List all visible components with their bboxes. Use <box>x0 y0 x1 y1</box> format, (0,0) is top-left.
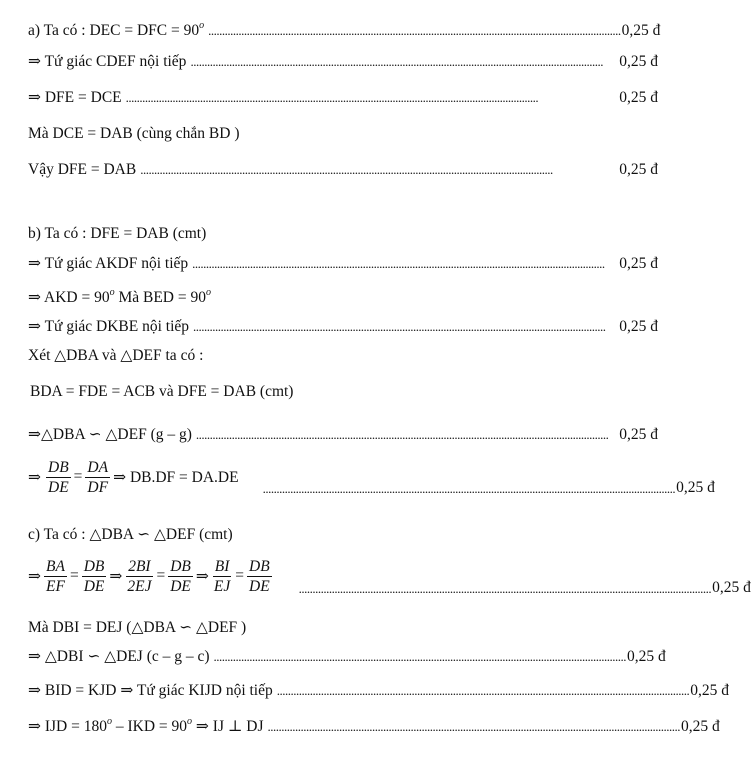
part-b-line-7 <box>28 425 658 444</box>
equals-symbol: = <box>69 567 79 584</box>
part-c-step-6a-text: ⇒ IJD = 180 <box>28 718 107 735</box>
part-b-step-1-text: b) Ta có : DFE = DAB (cmt) <box>28 225 207 242</box>
score-label: 0,25 đ <box>627 648 666 665</box>
equals-symbol: = <box>235 567 244 584</box>
dot-leader: ...................................................................................................................................................... <box>140 162 553 177</box>
dot-leader: ...................................................................................................................................................... <box>190 54 603 69</box>
part-b-line-5 <box>28 346 658 365</box>
score-label: 0,25 đ <box>619 89 658 106</box>
score-label: 0,25 đ <box>712 579 751 596</box>
fraction-bi-ej: $\frac{BI}{EJ}$ <box>213 557 231 595</box>
part-c-step-6b-text: – IKD = 90 <box>112 718 188 735</box>
equals-symbol: = <box>73 468 83 485</box>
dot-leader: ...................................................................................................................................................... <box>195 427 609 442</box>
dot-leader: ...................................................................................................................................................... <box>192 256 605 271</box>
fraction-db-de: $\frac{DB}{DE}$ <box>249 557 270 595</box>
fraction-2bi-2ej: $\frac{2BI}{2EJ}$ <box>127 557 152 595</box>
part-c-line-1 <box>28 525 658 544</box>
score-label: 0,25 đ <box>621 22 661 39</box>
implies-symbol: ⇒ <box>28 468 41 486</box>
dot-leader: ...................................................................................................................................................... <box>213 649 627 664</box>
part-a-step-2-text: ⇒ Tứ giác CDEF nội tiếp <box>28 53 187 70</box>
part-a-line-4 <box>28 125 658 143</box>
part-b-line-2 <box>28 254 658 273</box>
part-b-step-8-tail: ⇒ DB.DF = DA.DE <box>113 468 239 486</box>
degree-sup: o <box>109 287 115 298</box>
part-c-line-5 <box>28 681 729 700</box>
part-a-step-1-text: a) Ta có : DEC = DFC = 90 <box>28 22 200 39</box>
part-a-step-3-text: ⇒ DFE = DCE <box>28 89 122 106</box>
part-c-step-6c-text: ⇒ IJ ⊥ DJ <box>192 718 264 735</box>
part-c-step-4-text: ⇒ △DBI ∽ △DEJ (c – g – c) <box>28 648 210 665</box>
degree-sup: o <box>206 287 211 298</box>
dot-leader: ...................................................................................................................................................... <box>208 23 621 38</box>
implies-symbol: ⇒ <box>109 567 123 585</box>
part-a-conclusion-text: Vậy DFE = DAB <box>28 161 137 178</box>
score-label: 0,25 đ <box>676 479 715 496</box>
part-b-step-3b-text: Mà BED = 90 <box>114 289 206 306</box>
part-a-line-3 <box>28 88 658 107</box>
degree-sup: o <box>187 716 193 727</box>
degree-sup: o <box>107 716 112 727</box>
part-a-line-1 <box>28 20 661 40</box>
part-b-step-6-text: BDA = FDE = ACB và DFE = DAB (cmt) <box>30 383 294 400</box>
part-a-line-5 <box>28 161 658 179</box>
fraction-db-de: $\frac{DB}{DE}$ <box>48 458 69 496</box>
equals-symbol: = <box>156 567 166 584</box>
score-label: 0,25 đ <box>619 318 658 335</box>
part-c-step-3-text: Mà DBI = DEJ (△DBA ∽ △DEF ) <box>28 619 247 636</box>
part-b-step-5-text: Xét △DBA và △DEF ta có : <box>28 347 204 364</box>
implies-symbol: ⇒ <box>28 567 41 585</box>
score-label: 0,25 đ <box>619 255 658 272</box>
part-b-step-7-text: ⇒△DBA ∽ △DEF (g – g) <box>28 426 192 443</box>
dot-leader: ...................................................................................................................................................... <box>193 319 606 334</box>
part-b-line-6 <box>30 383 660 401</box>
score-label: 0,25 đ <box>681 718 720 735</box>
score-label: 0,25 đ <box>619 426 658 443</box>
fraction-db-de: $\frac{DB}{DE}$ <box>170 557 191 595</box>
dot-leader: ...................................................................................................................................................... <box>276 683 690 698</box>
fraction-ba-ef: $\frac{BA}{EF}$ <box>46 557 65 595</box>
part-b-line-3 <box>28 288 658 307</box>
part-c-line-4 <box>28 647 666 666</box>
dot-leader: ...................................................................................................................................................... <box>262 481 676 496</box>
part-c-line-2 <box>28 553 751 599</box>
part-a-step-4-text: Mà DCE = DAB (cùng chắn BD ) <box>28 125 240 142</box>
dot-leader: ...................................................................................................................................................... <box>125 90 539 105</box>
part-b-step-2-text: ⇒ Tứ giác AKDF nội tiếp <box>28 255 189 272</box>
score-label: 0,25 đ <box>619 161 658 178</box>
fraction-db-de: $\frac{DB}{DE}$ <box>83 557 105 595</box>
part-b-line-4 <box>28 317 658 336</box>
part-b-step-3a-text: ⇒ AKD = 90 <box>28 289 110 306</box>
part-b-line-1 <box>28 225 658 243</box>
part-a-line-2 <box>28 52 658 71</box>
dot-leader: ...................................................................................................................................................... <box>298 581 712 596</box>
implies-symbol: ⇒ <box>195 567 209 585</box>
part-c-step-1-text: c) Ta có : △DBA ∽ △DEF (cmt) <box>28 526 233 543</box>
part-c-line-6 <box>28 716 720 736</box>
part-b-step-4-text: ⇒ Tứ giác DKBE nội tiếp <box>28 318 190 335</box>
score-label: 0,25 đ <box>690 682 729 699</box>
dot-leader: ...................................................................................................................................................... <box>267 719 681 734</box>
part-c-line-3 <box>28 618 658 637</box>
part-b-line-8 <box>28 455 715 499</box>
part-c-step-5-text: ⇒ BID = KJD ⇒ Tứ giác KIJD nội tiếp <box>28 682 273 699</box>
fraction-da-df: $\frac{DA}{DF}$ <box>87 458 109 496</box>
degree-sup: o <box>199 20 205 31</box>
score-label: 0,25 đ <box>619 53 658 70</box>
